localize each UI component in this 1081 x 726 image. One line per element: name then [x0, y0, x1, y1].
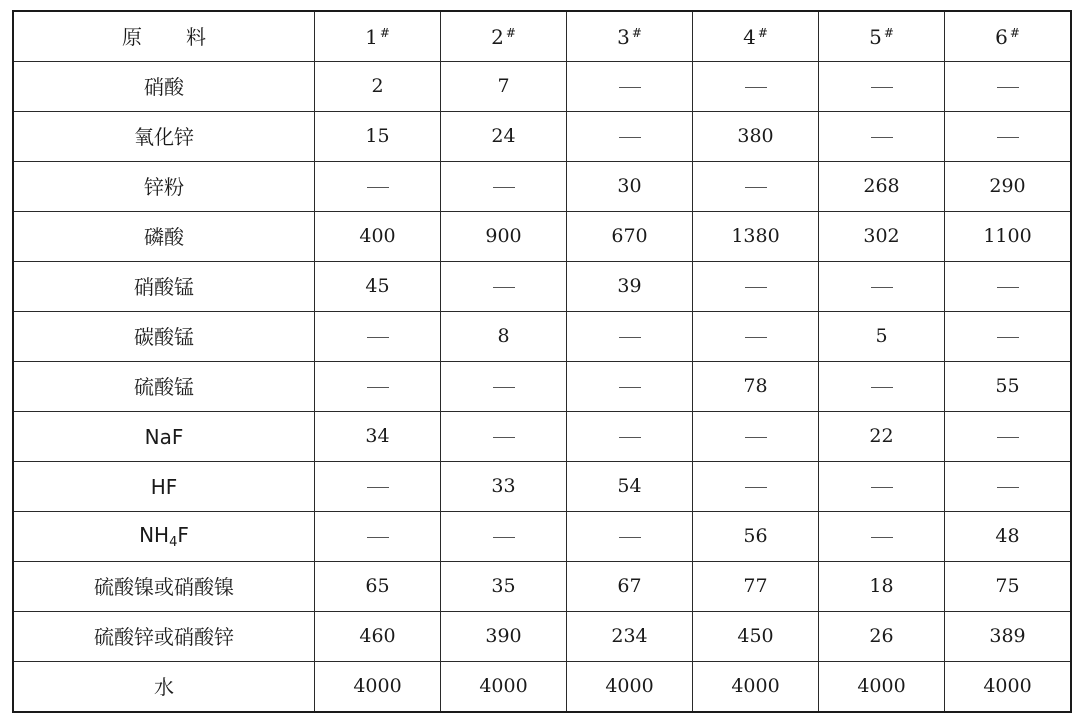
empty-dash — [871, 287, 893, 288]
value-cell — [315, 462, 441, 512]
value-cell: 450 — [693, 612, 819, 662]
table-row — [13, 312, 1071, 362]
material-name: 硫酸锰 — [13, 362, 315, 412]
header-material — [13, 11, 315, 62]
column-mark: # — [631, 25, 642, 40]
value-cell: 234 — [567, 612, 693, 662]
value-cell — [567, 62, 693, 112]
column-number: 1 — [365, 24, 378, 49]
material-name: NaF — [13, 412, 315, 462]
value-cell: 48 — [945, 512, 1072, 562]
material-name: HF — [13, 462, 315, 512]
material-name: 硫酸锌或硝酸锌 — [13, 612, 315, 662]
table-row — [13, 512, 1071, 562]
value-cell — [441, 512, 567, 562]
value-cell — [693, 412, 819, 462]
value-cell: 4000 — [819, 662, 945, 713]
value-cell: 380 — [693, 112, 819, 162]
empty-dash — [871, 137, 893, 138]
table-row — [13, 262, 1071, 312]
column-number: 3 — [617, 24, 630, 49]
material-name-part: F — [177, 522, 189, 547]
empty-dash — [619, 437, 641, 438]
table-row — [13, 462, 1071, 512]
column-number: 2 — [491, 24, 504, 49]
value-cell — [819, 462, 945, 512]
empty-dash — [619, 337, 641, 338]
empty-dash — [997, 87, 1019, 88]
value-cell — [693, 312, 819, 362]
empty-dash — [493, 437, 515, 438]
column-mark: # — [1009, 25, 1020, 40]
value-cell: 8 — [441, 312, 567, 362]
value-cell: 4000 — [441, 662, 567, 713]
value-cell: 1380 — [693, 212, 819, 262]
value-cell — [945, 112, 1072, 162]
header-column-6 — [945, 11, 1072, 62]
empty-dash — [367, 537, 389, 538]
material-name: 硫酸镍或硝酸镍 — [13, 562, 315, 612]
header-column-1 — [315, 11, 441, 62]
material-name: 锌粉 — [13, 162, 315, 212]
value-cell: 290 — [945, 162, 1072, 212]
empty-dash — [745, 87, 767, 88]
value-cell: 67 — [567, 562, 693, 612]
value-cell — [567, 312, 693, 362]
value-cell — [693, 262, 819, 312]
value-cell — [945, 412, 1072, 462]
value-cell: 65 — [315, 562, 441, 612]
material-name — [13, 512, 315, 562]
empty-dash — [871, 387, 893, 388]
table-row — [13, 662, 1071, 713]
value-cell: 33 — [441, 462, 567, 512]
empty-dash — [997, 487, 1019, 488]
empty-dash — [367, 337, 389, 338]
value-cell — [315, 512, 441, 562]
table-row — [13, 112, 1071, 162]
header-row — [13, 11, 1071, 62]
empty-dash — [493, 187, 515, 188]
empty-dash — [619, 137, 641, 138]
empty-dash — [745, 287, 767, 288]
value-cell — [441, 362, 567, 412]
material-name: 氧化锌 — [13, 112, 315, 162]
value-cell: 75 — [945, 562, 1072, 612]
value-cell: 268 — [819, 162, 945, 212]
value-cell: 7 — [441, 62, 567, 112]
header-column-4 — [693, 11, 819, 62]
value-cell — [819, 112, 945, 162]
value-cell: 78 — [693, 362, 819, 412]
material-name-subscript: 4 — [169, 534, 178, 550]
value-cell: 2 — [315, 62, 441, 112]
value-cell: 56 — [693, 512, 819, 562]
value-cell: 400 — [315, 212, 441, 262]
value-cell — [567, 362, 693, 412]
material-name: 碳酸锰 — [13, 312, 315, 362]
table-row — [13, 62, 1071, 112]
header-column-3 — [567, 11, 693, 62]
value-cell — [693, 462, 819, 512]
value-cell: 4000 — [693, 662, 819, 713]
material-name: 磷酸 — [13, 212, 315, 262]
value-cell: 77 — [693, 562, 819, 612]
value-cell — [945, 312, 1072, 362]
empty-dash — [745, 487, 767, 488]
value-cell: 900 — [441, 212, 567, 262]
value-cell — [441, 162, 567, 212]
empty-dash — [871, 487, 893, 488]
column-mark: # — [883, 25, 894, 40]
material-name-part: NH — [139, 522, 170, 547]
value-cell: 460 — [315, 612, 441, 662]
value-cell: 18 — [819, 562, 945, 612]
formula-table — [12, 10, 1072, 713]
empty-dash — [493, 537, 515, 538]
value-cell — [441, 262, 567, 312]
value-cell — [945, 62, 1072, 112]
empty-dash — [619, 387, 641, 388]
column-number: 6 — [995, 24, 1008, 49]
empty-dash — [871, 537, 893, 538]
table-body — [13, 62, 1071, 713]
value-cell — [315, 162, 441, 212]
empty-dash — [367, 187, 389, 188]
value-cell — [819, 362, 945, 412]
value-cell — [945, 262, 1072, 312]
empty-dash — [997, 287, 1019, 288]
value-cell: 39 — [567, 262, 693, 312]
value-cell: 26 — [819, 612, 945, 662]
header-column-5 — [819, 11, 945, 62]
column-number: 4 — [743, 24, 756, 49]
column-mark: # — [505, 25, 516, 40]
material-name: 硝酸 — [13, 62, 315, 112]
empty-dash — [997, 437, 1019, 438]
value-cell — [567, 512, 693, 562]
value-cell: 4000 — [567, 662, 693, 713]
header-column-2 — [441, 11, 567, 62]
empty-dash — [367, 387, 389, 388]
empty-dash — [745, 337, 767, 338]
value-cell: 15 — [315, 112, 441, 162]
empty-dash — [745, 187, 767, 188]
value-cell — [819, 262, 945, 312]
empty-dash — [997, 337, 1019, 338]
value-cell: 55 — [945, 362, 1072, 412]
empty-dash — [493, 387, 515, 388]
value-cell: 24 — [441, 112, 567, 162]
value-cell: 390 — [441, 612, 567, 662]
table-row — [13, 562, 1071, 612]
empty-dash — [871, 87, 893, 88]
table-row — [13, 362, 1071, 412]
empty-dash — [367, 487, 389, 488]
value-cell — [441, 412, 567, 462]
value-cell — [693, 162, 819, 212]
value-cell: 1100 — [945, 212, 1072, 262]
table-row — [13, 412, 1071, 462]
empty-dash — [619, 537, 641, 538]
value-cell — [693, 62, 819, 112]
empty-dash — [619, 87, 641, 88]
material-name: 水 — [13, 662, 315, 713]
value-cell: 22 — [819, 412, 945, 462]
empty-dash — [493, 287, 515, 288]
formula-table-container — [12, 10, 1061, 711]
value-cell — [315, 362, 441, 412]
value-cell: 302 — [819, 212, 945, 262]
value-cell — [819, 512, 945, 562]
value-cell: 389 — [945, 612, 1072, 662]
value-cell: 4000 — [315, 662, 441, 713]
value-cell: 30 — [567, 162, 693, 212]
material-label: 原料 — [122, 24, 250, 49]
column-mark: # — [757, 25, 768, 40]
column-number: 5 — [869, 24, 882, 49]
value-cell — [567, 412, 693, 462]
material-name: 硝酸锰 — [13, 262, 315, 312]
value-cell — [819, 62, 945, 112]
value-cell — [567, 112, 693, 162]
value-cell: 670 — [567, 212, 693, 262]
value-cell: 5 — [819, 312, 945, 362]
table-row — [13, 612, 1071, 662]
table-row — [13, 212, 1071, 262]
value-cell: 54 — [567, 462, 693, 512]
empty-dash — [997, 137, 1019, 138]
value-cell: 4000 — [945, 662, 1072, 713]
value-cell — [315, 312, 441, 362]
value-cell — [945, 462, 1072, 512]
empty-dash — [745, 437, 767, 438]
value-cell: 35 — [441, 562, 567, 612]
table-row — [13, 162, 1071, 212]
value-cell: 34 — [315, 412, 441, 462]
column-mark: # — [379, 25, 390, 40]
value-cell: 45 — [315, 262, 441, 312]
